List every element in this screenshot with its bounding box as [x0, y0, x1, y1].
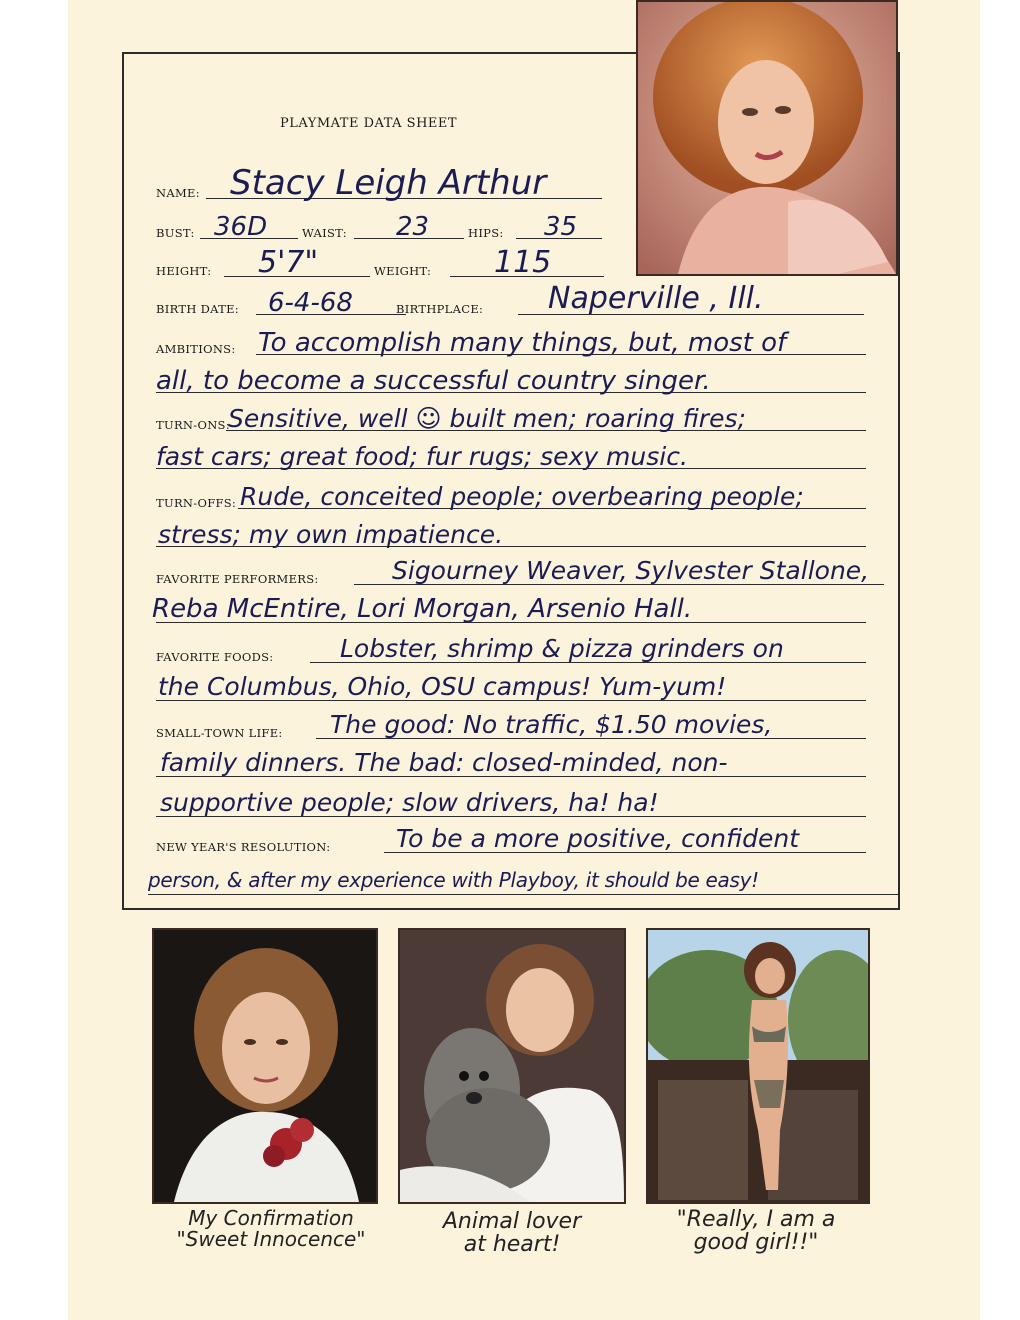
name-value: Stacy Leigh Arthur	[230, 163, 547, 203]
turn-offs-label: TURN-OFFS:	[156, 496, 237, 510]
resolution-text-2: person, & after my experience with Playboy, it should be easy!	[148, 868, 759, 892]
foods-text-2: the Columbus, Ohio, OSU campus! Yum-yum!	[158, 672, 727, 701]
birth-date-label: BIRTH DATE:	[156, 302, 239, 316]
height-value: 5'7"	[258, 245, 319, 280]
ambitions-text-1: To accomplish many things, but, most of	[258, 328, 787, 358]
turn-ons-label: TURN-ONS:	[156, 418, 230, 432]
dog-photo	[398, 928, 626, 1204]
turn-offs-text-1: Rude, conceited people; overbearing people;	[240, 482, 804, 511]
weight-value: 115	[494, 245, 552, 280]
ambitions-text-2: all, to become a successful country singer.	[156, 366, 711, 396]
foods-text-1: Lobster, shrimp & pizza grinders on	[340, 634, 784, 663]
performers-text-1: Sigourney Weaver, Sylvester Stallone,	[392, 556, 870, 585]
waist-value: 23	[396, 212, 430, 242]
foods-label: FAVORITE FOODS:	[156, 650, 274, 664]
resolution-text-1: To be a more positive, confident	[396, 824, 800, 853]
caption-good-girl	[636, 1208, 876, 1254]
caption-animal-lover	[400, 1210, 624, 1256]
confirmation-photo	[152, 928, 378, 1204]
performers-label: FAVORITE PERFORMERS:	[156, 572, 319, 586]
height-label: HEIGHT:	[156, 264, 212, 278]
hips-value: 35	[544, 212, 578, 242]
turn-offs-text-2: stress; my own impatience.	[158, 520, 504, 549]
caption-good-girl-line1: "Really, I am a	[676, 1207, 836, 1232]
turn-ons-text-1: Sensitive, well ☺ built men; roaring fires;	[228, 404, 746, 433]
caption-confirmation-line1: My Confirmation	[188, 1206, 354, 1230]
turn-ons-text-2: fast cars; great food; fur rugs; sexy music.	[156, 442, 688, 471]
waist-label: WAIST:	[302, 226, 347, 240]
small-town-text-2: family dinners. The bad: closed-minded, non-	[160, 748, 728, 777]
portrait-photo	[636, 0, 898, 276]
sheet-title: PLAYMATE DATA SHEET	[280, 116, 458, 131]
small-town-text-3: supportive people; slow drivers, ha! ha!	[160, 788, 659, 817]
resolution-line-2	[148, 894, 900, 895]
caption-animal-lover-line1: Animal lover	[442, 1209, 582, 1234]
weight-label: WEIGHT:	[374, 264, 432, 278]
caption-good-girl-line2: good girl!!"	[693, 1230, 819, 1256]
small-town-text-1: The good: No traffic, $1.50 movies,	[330, 710, 773, 739]
swimsuit-photo	[646, 928, 870, 1204]
bust-value: 36D	[214, 212, 268, 242]
name-label: NAME:	[156, 186, 200, 200]
caption-confirmation-line2: "Sweet Innocence"	[176, 1227, 366, 1251]
ambitions-label: AMBITIONS:	[156, 342, 236, 356]
bust-label: BUST:	[156, 226, 195, 240]
hips-label: HIPS:	[468, 226, 504, 240]
caption-animal-lover-line2: at heart!	[463, 1232, 561, 1258]
performers-text-2: Reba McEntire, Lori Morgan, Arsenio Hall.	[152, 594, 693, 624]
birthplace-value: Naperville , Ill.	[548, 281, 764, 316]
birthplace-label: BIRTHPLACE:	[396, 302, 484, 316]
small-town-label: SMALL-TOWN LIFE:	[156, 726, 283, 740]
resolution-label: NEW YEAR'S RESOLUTION:	[156, 840, 331, 854]
caption-confirmation	[146, 1208, 396, 1250]
birth-date-value: 6-4-68	[268, 288, 353, 318]
